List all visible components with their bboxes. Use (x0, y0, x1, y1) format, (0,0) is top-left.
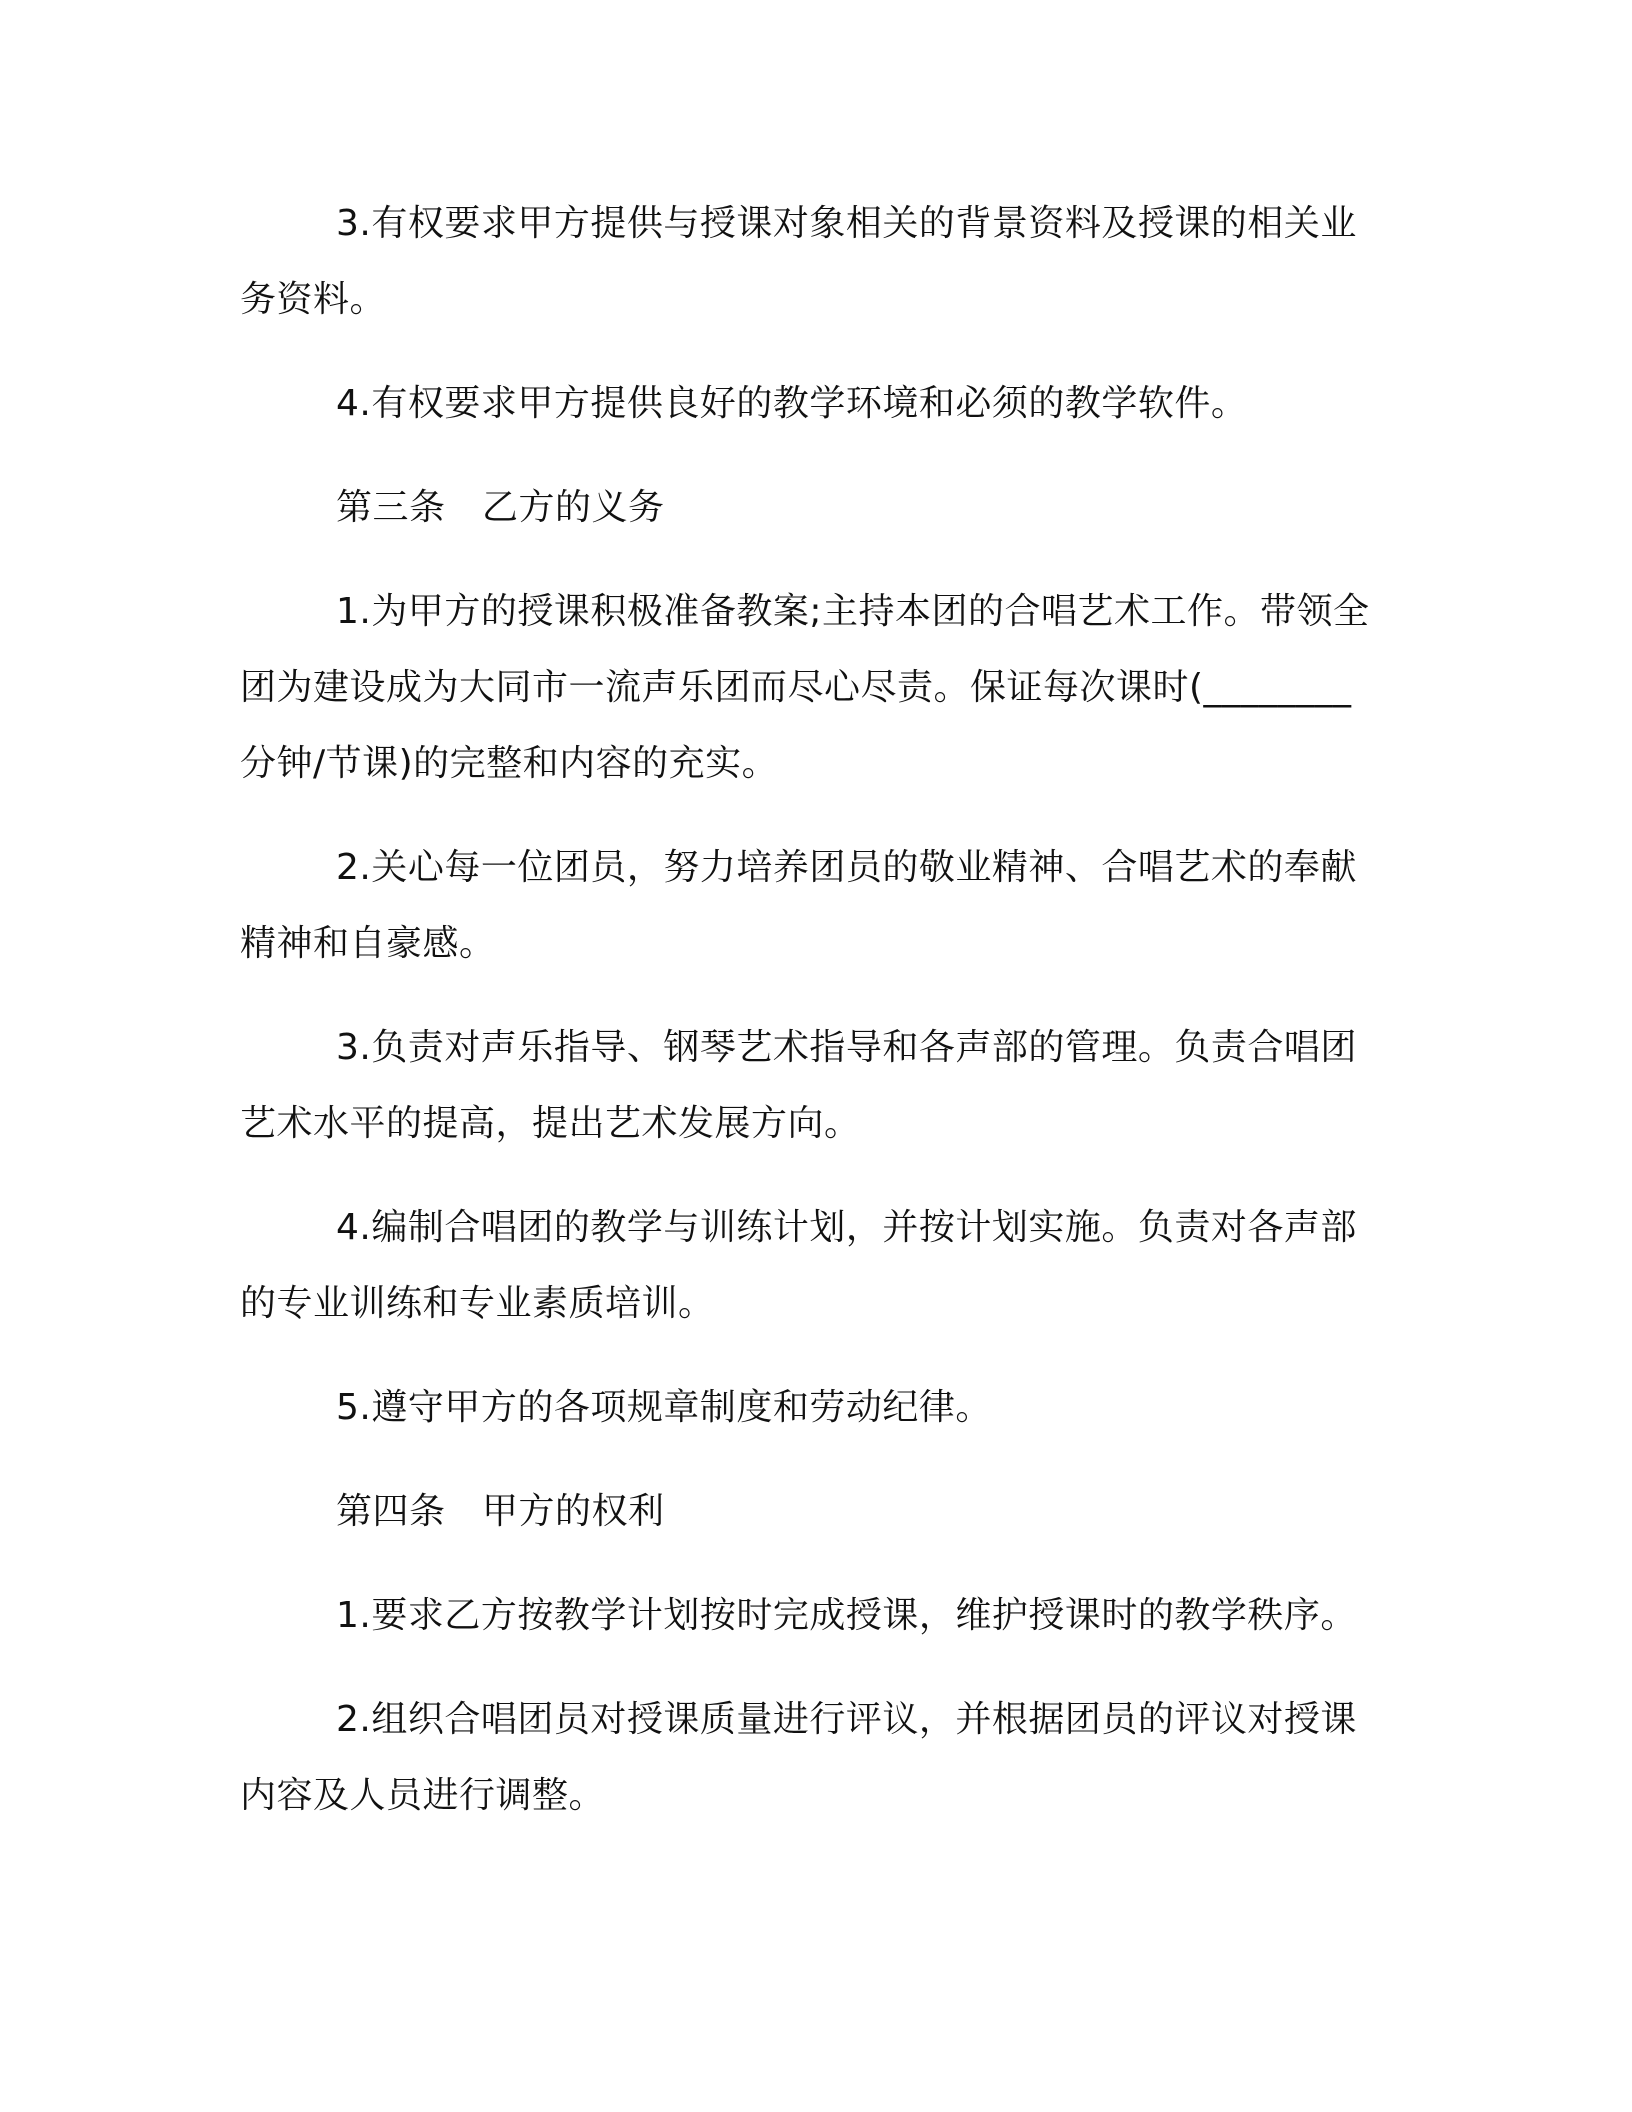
article-3-item-3: 3.负责对声乐指导、钢琴艺术指导和各声部的管理。负责合唱团艺术水平的提高，提出艺术发展方向。 (240, 1027, 1357, 1144)
article-4-heading: 第四条 甲方的权利 (336, 1491, 665, 1532)
article-3-heading: 第三条 乙方的义务 (336, 487, 665, 528)
article-4-item-2: 2.组织合唱团员对授课质量进行评议，并根据团员的评议对授课内容及人员进行调整。 (240, 1699, 1357, 1816)
article-3-item-2: 2.关心每一位团员，努力培养团员的敬业精神、合唱艺术的奉献精神和自豪感。 (240, 847, 1357, 964)
clause-b-4-right-to-environment: 4.有权要求甲方提供良好的教学环境和必须的教学软件。 (336, 383, 1248, 424)
article-3-item-1: 1.为甲方的授课积极准备教案;主持本团的合唱艺术工作。带领全团为建设成为大同市一流声乐团而尽心尽责。保证每次课时(________分钟/节课)的完整和内容的充实。 (240, 591, 1370, 784)
article-4-item-1: 1.要求乙方按教学计划按时完成授课，维护授课时的教学秩序。 (336, 1595, 1357, 1636)
article-3-item-4: 4.编制合唱团的教学与训练计划，并按计划实施。负责对各声部的专业训练和专业素质培训。 (240, 1207, 1357, 1324)
article-3-item-5: 5.遵守甲方的各项规章制度和劳动纪律。 (336, 1387, 992, 1428)
document-body (240, 186, 1380, 1834)
clause-b-3-right-to-materials: 3.有权要求甲方提供与授课对象相关的背景资料及授课的相关业务资料。 (240, 203, 1357, 320)
